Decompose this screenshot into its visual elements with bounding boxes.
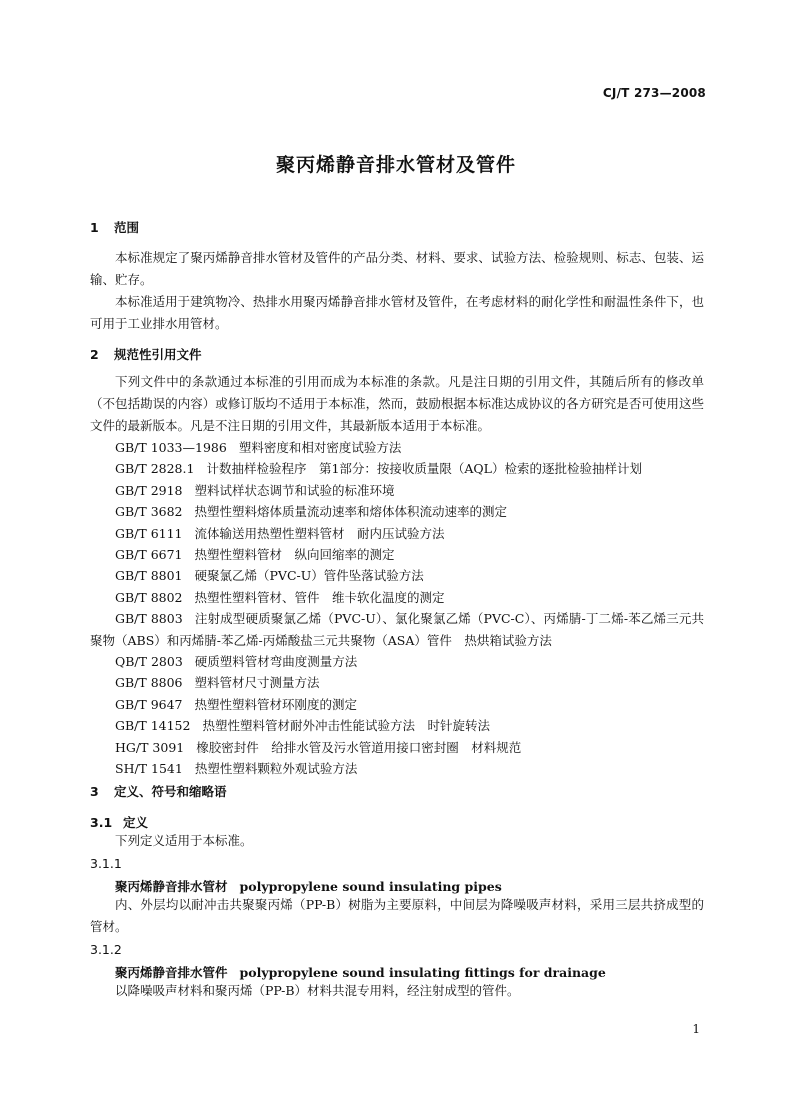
reference-code: GB/T 9647 xyxy=(115,696,183,712)
reference-item xyxy=(90,694,704,715)
section-1-number: 1 xyxy=(90,220,99,235)
term-chinese: 聚丙烯静音排水管材 xyxy=(115,879,228,894)
section-2-number: 2 xyxy=(90,347,99,362)
section-2-heading xyxy=(90,345,202,363)
reference-title: 热塑性塑料管材 纵向回缩率的测定 xyxy=(194,547,395,563)
reference-title: 橡胶密封件 给排水管及污水管道用接口密封圈 材料规范 xyxy=(196,739,522,755)
section-3-number: 3 xyxy=(90,784,99,799)
reference-item xyxy=(90,608,704,651)
section-3-1-heading xyxy=(90,813,148,831)
reference-item xyxy=(90,501,704,522)
section-1-paragraph-2: 本标准适用于建筑物冷、热排水用聚丙烯静音排水管材及管件，在考虑材料的耐化学性和耐温性条件下，也可用于工业排水用管材。 xyxy=(90,294,704,331)
standard-code: CJ/T 273—2008 xyxy=(602,86,706,100)
clause-3-1-1-number: 3.1.1 xyxy=(90,856,122,871)
reference-title: 计数抽样检验程序 第1部分：按接收质量限（AQL）检索的逐批检验抽样计划 xyxy=(206,461,642,477)
term-english: polypropylene sound insulating pipes xyxy=(239,879,502,894)
reference-code: GB/T 8801 xyxy=(115,568,183,584)
reference-code: GB/T 8806 xyxy=(115,675,183,691)
reference-title: 热塑性塑料颗粒外观试验方法 xyxy=(194,761,358,777)
reference-title: 热塑性塑料管材耐外冲击性能试验方法 时针旋转法 xyxy=(202,718,490,734)
reference-title: 塑料管材尺寸测量方法 xyxy=(194,675,320,691)
reference-code: GB/T 3682 xyxy=(115,504,183,520)
reference-item xyxy=(90,672,704,693)
section-3-title: 定义、符号和缩略语 xyxy=(114,784,227,799)
document-title: 聚丙烯静音排水管材及管件 xyxy=(275,154,516,176)
reference-code: SH/T 1541 xyxy=(115,761,183,777)
reference-item xyxy=(90,737,704,758)
reference-code: GB/T 2918 xyxy=(115,482,183,498)
reference-item xyxy=(90,458,704,479)
section-1-paragraph-1: 本标准规定了聚丙烯静音排水管材及管件的产品分类、材料、要求、试验方法、检验规则、标志、包装、运输、贮存。 xyxy=(90,250,704,287)
reference-item xyxy=(90,523,704,544)
reference-code: GB/T 1033—1986 xyxy=(115,440,227,455)
section-3-1-intro: 下列定义适用于本标准。 xyxy=(115,833,253,848)
section-1-title: 范围 xyxy=(114,220,140,235)
reference-code: GB/T 6111 xyxy=(115,525,183,541)
reference-title: 热塑性塑料熔体质量流动速率和熔体体积流动速率的测定 xyxy=(194,504,508,520)
clause-3-1-2-definition: 以降噪吸声材料和聚丙烯（PP-B）材料共混专用料，经注射成型的管件。 xyxy=(115,983,520,998)
reference-item xyxy=(90,758,704,779)
page-number: 1 xyxy=(692,1022,700,1036)
reference-code: HG/T 3091 xyxy=(115,739,185,755)
section-2-title: 规范性引用文件 xyxy=(114,347,202,362)
reference-item xyxy=(90,480,704,501)
term-english: polypropylene sound insulating fittings for drainage xyxy=(239,965,606,980)
section-2-intro: 下列文件中的条款通过本标准的引用而成为本标准的条款。凡是注日期的引用文件，其随后所有的修改单（不包括勘误的内容）或修订版均不适用于本标准，然而，鼓励根据本标准达成协议的各方研究是否可使用这些文件的最新版本。凡是不注日期的引用文件，其最新版本适用于本标准。 xyxy=(90,374,704,433)
reference-title: 硬质塑料管材弯曲度测量方法 xyxy=(194,654,358,670)
reference-item xyxy=(90,587,704,608)
reference-title: 塑料试样状态调节和试验的标准环境 xyxy=(194,482,395,498)
reference-code: GB/T 8803 xyxy=(115,611,183,627)
reference-title: 流体输送用热塑性塑料管材 耐内压试验方法 xyxy=(194,525,445,541)
clause-3-1-2-term xyxy=(115,963,606,981)
reference-code: QB/T 2803 xyxy=(115,654,183,670)
section-3-1-number: 3.1 xyxy=(90,815,113,830)
clause-3-1-1-definition: 内、外层均以耐冲击共聚聚丙烯（PP-B）树脂为主要原料，中间层为降噪吸声材料，采用三层共挤成型的管材。 xyxy=(90,897,704,934)
reference-title: 注射成型硬质聚氯乙烯（PVC-U）、氯化聚氯乙烯（PVC-C）、丙烯腈-丁二烯-苯乙烯三元共聚物（ABS）和丙烯腈-苯乙烯-丙烯酸盐三元共聚物（ASA）管件 热烘箱试验方法 xyxy=(90,611,705,648)
reference-item xyxy=(90,437,704,458)
reference-code: GB/T 2828.1 xyxy=(115,461,195,477)
normative-reference-list xyxy=(90,437,704,780)
reference-title: 热塑性塑料管材、管件 维卡软化温度的测定 xyxy=(194,589,445,605)
reference-item xyxy=(90,715,704,736)
term-chinese: 聚丙烯静音排水管件 xyxy=(115,965,228,980)
reference-item xyxy=(90,651,704,672)
section-3-1-title: 定义 xyxy=(123,815,149,830)
reference-title: 硬聚氯乙烯（PVC-U）管件坠落试验方法 xyxy=(194,568,424,584)
reference-code: GB/T 6671 xyxy=(115,547,183,563)
reference-code: GB/T 14152 xyxy=(115,718,191,734)
clause-3-1-2-number: 3.1.2 xyxy=(90,942,122,957)
reference-item xyxy=(90,544,704,565)
section-1-heading xyxy=(90,218,139,236)
section-3-heading xyxy=(90,782,227,800)
reference-item xyxy=(90,565,704,586)
reference-code: GB/T 8802 xyxy=(115,589,183,605)
reference-title: 热塑性塑料管材环刚度的测定 xyxy=(194,696,358,712)
clause-3-1-1-term xyxy=(115,877,502,895)
reference-title: 塑料密度和相对密度试验方法 xyxy=(238,440,402,455)
